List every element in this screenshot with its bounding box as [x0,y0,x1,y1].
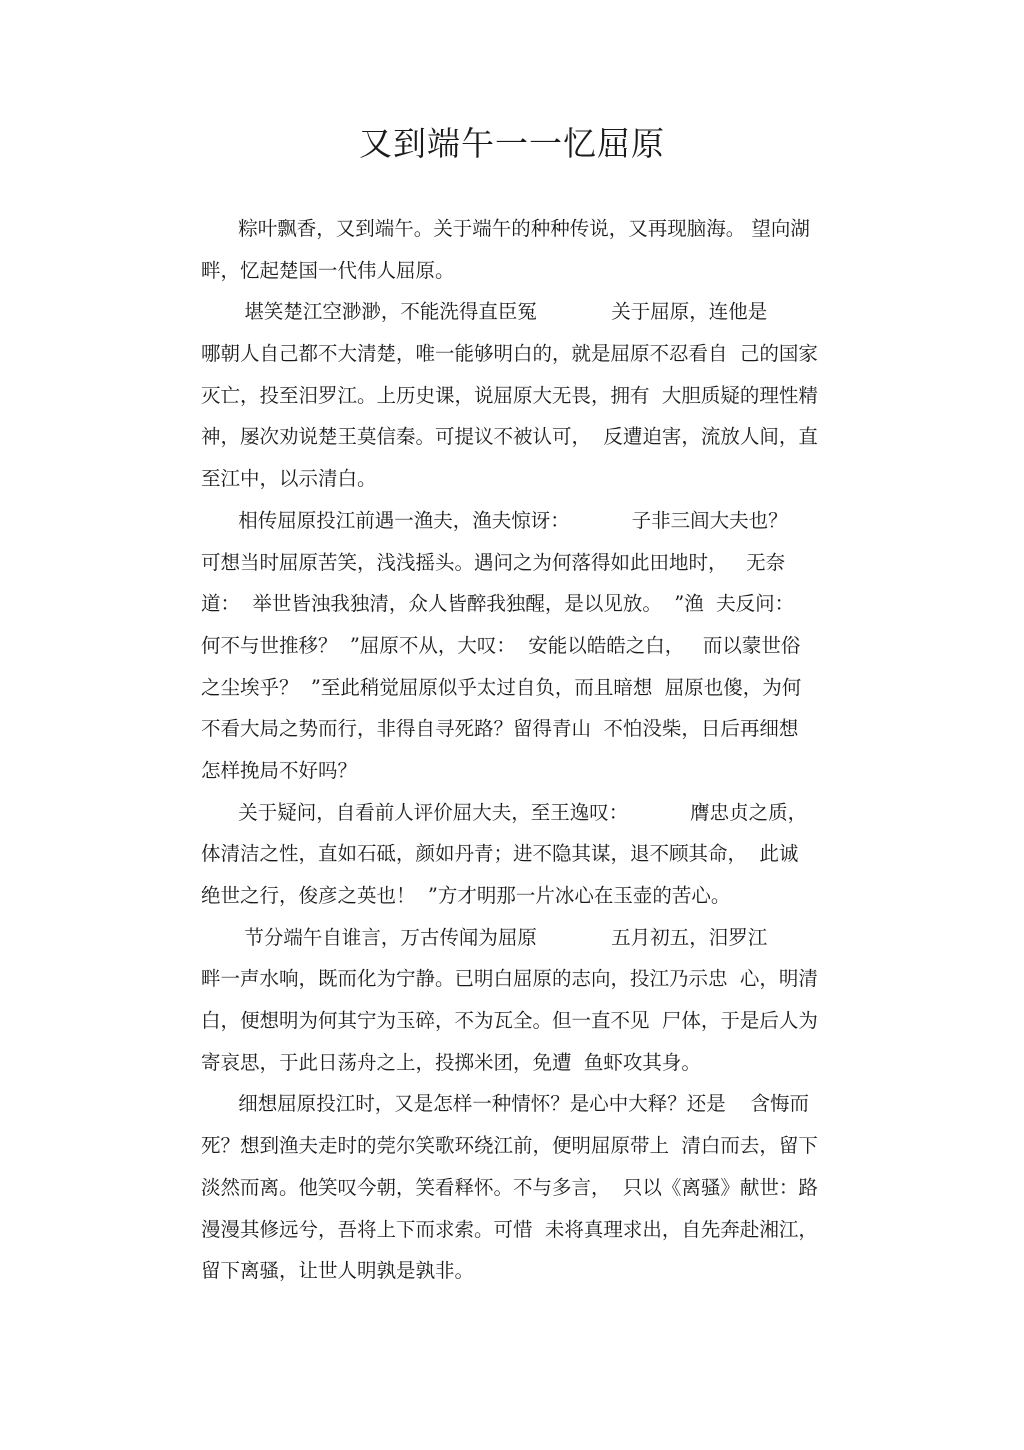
text-line: 哪朝人自己都不大清楚，唯一能够明白的，就是屈原不忍看自 己的国家 [201,342,818,366]
text-line: 寄哀思，于此日荡舟之上，投掷米团，免遭 鱼虾攻其身。 [201,1050,701,1074]
text-line: 畔，忆起楚国一代伟人屈原。 [201,258,455,282]
text-line: 相传屈原投江前遇一渔夫，渔夫惊讶： 子非三闾大夫也？ [201,508,788,532]
text-line: 之尘埃乎？ ”至此稍觉屈原似乎太过自负，而且暗想 屈原也傻，为何 [201,675,802,699]
document-title: 又到端午一一忆屈原 [359,124,665,163]
text-line: 道： 举世皆浊我独清，众人皆醉我独醒，是以见放。 ”渔 夫反问： [201,592,795,616]
text-line: 畔一声水响，既而化为宁静。已明白屈原的志向，投江乃示忠 心，明清 [201,967,818,991]
text-line: 关于疑问，自看前人评价屈大夫，至王逸叹： 膺忠贞之质， [201,800,808,824]
text-line: 留下离骚，让世人明孰是孰非。 [201,1259,475,1283]
text-line: 粽叶飘香，又到端午。关于端午的种种传说，又再现脑海。 望向湖 [201,217,810,240]
text-line: 至江中，以示清白。 [201,467,377,491]
text-line: 白，便想明为何其宁为玉碎，不为瓦全。但一直不见 尸体，于是后人为 [201,1009,818,1033]
document-body [201,208,881,1292]
text-line: 节分端午自谁言，万古传闻为屈原 五月初五，汨罗江 [201,925,768,949]
text-line: 绝世之行，俊彦之英也！ ”方才明那一片冰心在玉壶的苦心。 [201,884,731,907]
text-line: 不看大局之势而行，非得自寻死路？留得青山 不怕没柴，日后再细想 [201,717,799,741]
text-line: 体清洁之性，直如石砥，颜如丹青；进不隐其谋，退不顾其命， 此诚 [201,842,799,866]
text-line: 怎样挽局不好吗？ [201,758,358,782]
text-line: 细想屈原投江时，又是怎样一种情怀？是心中大释？还是 含悔而 [201,1092,809,1116]
text-line: 神，屡次劝说楚王莫信秦。可提议不被认可， 反遭迫害，流放人间，直 [201,425,818,449]
text-line: 灭亡，投至汨罗江。上历史课，说屈原大无畏，拥有 大胆质疑的理性精 [201,383,818,407]
text-line: 堪笑楚江空渺渺，不能洗得直臣冤 关于屈原，连他是 [201,300,768,324]
text-line: 何不与世推移？ ”屈原不从，大叹： 安能以皓皓之白， 而以蒙世俗 [201,633,801,657]
text-line: 可想当时屈原苦笑，浅浅摇头。遇问之为何落得如此田地时， 无奈 [201,550,786,574]
text-line: 漫漫其修远兮，吾将上下而求索。可惜 未将真理求出，自先奔赴湘江， [201,1217,818,1241]
text-line: 死？想到渔夫走时的莞尔笑歌环绕江前，便明屈原带上 清白而去，留下 [201,1134,818,1158]
text-line: 淡然而离。他笑叹今朝，笑看释怀。不与多言， 只以《离骚》献世：路 [201,1175,818,1199]
